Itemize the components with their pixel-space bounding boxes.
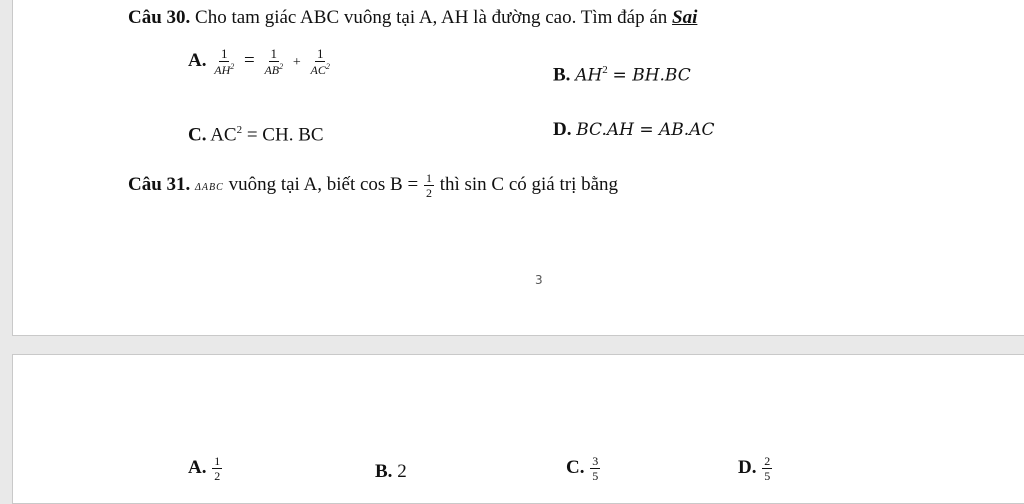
- question-30-emphasis: Sai: [672, 7, 698, 28]
- question-30: [128, 7, 697, 29]
- answer-c: C. $\frac{3}{5}$: [566, 454, 599, 483]
- q30-option-a: [188, 47, 333, 76]
- q30-option-b: B. $AH^2 = BH.BC$: [553, 64, 691, 86]
- math-lhs: AH: [575, 65, 603, 86]
- triangle-symbol: ΔABC: [195, 181, 224, 193]
- question-31: [128, 172, 618, 199]
- q30-option-d: D. BC.AH = AB.AC: [553, 119, 715, 140]
- answer-b: B. 2: [375, 461, 407, 482]
- q30-option-c: C. $AC^2$ = CH. BC: [188, 124, 324, 146]
- question-31-text-2: thì sin C có giá trị bằng: [434, 173, 619, 195]
- option-label: A.: [188, 49, 207, 71]
- fraction-1-over-2: $\frac{1}{2}$: [425, 171, 432, 200]
- question-30-text: Cho tam giác ABC vuông tại A, AH là đường cao. Tìm đáp án: [195, 7, 673, 28]
- question-30-number: Câu 30.: [128, 7, 191, 28]
- fraction-3-over-5: $\frac{3}{5}$: [592, 454, 599, 483]
- question-31-text-1: vuông tại A, biết cos B =: [223, 173, 423, 195]
- fraction-1-over-2: $\frac{1}{2}$: [214, 454, 221, 483]
- option-label: D.: [553, 119, 572, 140]
- fraction-1-over-ah2: $\frac{1}{AH^2}$: [214, 46, 235, 77]
- fraction-1-over-ab2: $\frac{1}{AB^2}$: [264, 46, 284, 77]
- document-page-2: [12, 354, 1024, 504]
- document-page-1: [12, 0, 1024, 336]
- option-label: C.: [188, 124, 207, 146]
- question-31-number: Câu 31.: [128, 173, 191, 195]
- plus-sign: +: [292, 54, 301, 70]
- fraction-1-over-ac2: $\frac{1}{AC^2}$: [310, 46, 330, 77]
- answer-d: D. $\frac{2}{5}$: [738, 454, 771, 483]
- fraction-2-over-5: $\frac{2}{5}$: [764, 454, 771, 483]
- math-rhs: = BH.BC: [612, 65, 691, 86]
- page-number: 3: [535, 273, 543, 287]
- equals-sign: =: [243, 49, 255, 71]
- answer-a: A. $\frac{1}{2}$: [188, 454, 221, 483]
- option-label: B.: [553, 64, 571, 86]
